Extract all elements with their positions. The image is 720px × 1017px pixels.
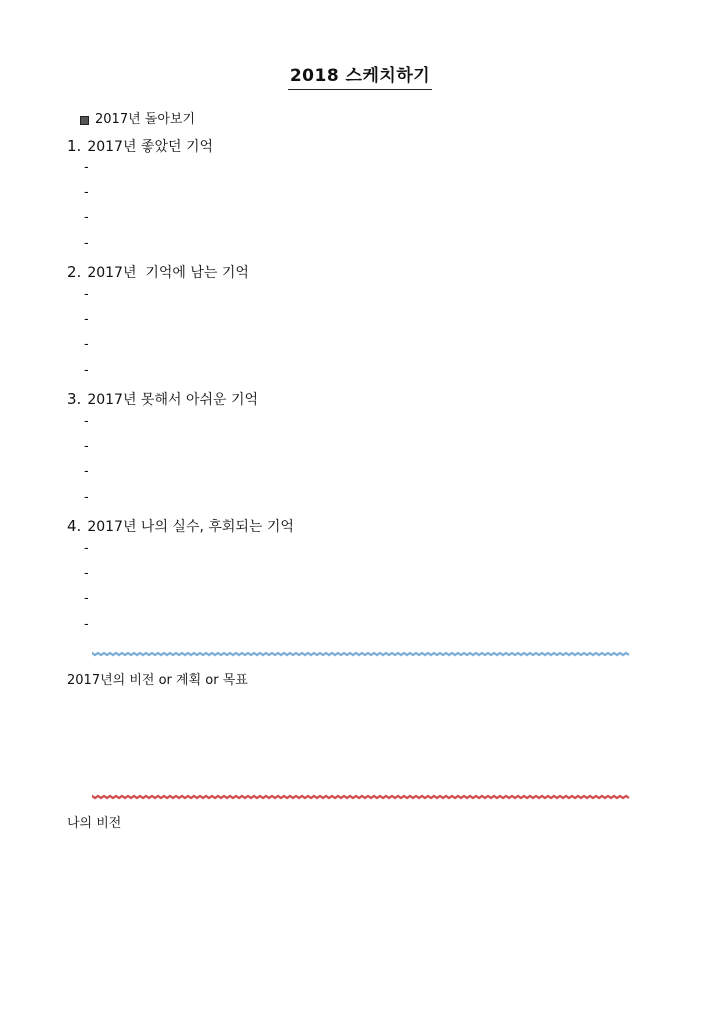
section-heading-1 xyxy=(67,136,213,157)
section-number: 2. xyxy=(67,263,82,281)
list-item-dash: - xyxy=(84,414,89,429)
list-item-dash: - xyxy=(84,363,89,378)
list-item-dash: - xyxy=(84,337,89,352)
section-label: 2017년 나의 실수, 후회되는 기억 xyxy=(87,519,294,535)
review-heading-label: 2017년 돌아보기 xyxy=(95,112,196,127)
document-title: 2018 스케치하기 xyxy=(288,64,432,90)
section-number: 1. xyxy=(67,137,82,155)
list-item-dash: - xyxy=(84,210,89,225)
list-item-dash: - xyxy=(84,617,89,632)
list-item-dash: - xyxy=(84,591,89,606)
square-bullet-icon xyxy=(80,116,89,125)
list-item-dash: - xyxy=(84,287,89,302)
section-label: 2017년 못해서 아쉬운 기억 xyxy=(87,392,259,408)
section-heading-2 xyxy=(67,262,249,283)
list-item-dash: - xyxy=(84,566,89,581)
section-label: 2017년 기억에 남는 기억 xyxy=(87,265,249,281)
section-heading-3 xyxy=(67,389,258,410)
list-item-dash: - xyxy=(84,541,89,556)
blue-wavy-divider xyxy=(92,651,630,657)
section-heading-4 xyxy=(67,516,294,537)
section-number: 4. xyxy=(67,517,82,535)
vision-plan-heading: 2017년의 비전 or 계획 or 목표 xyxy=(67,673,248,688)
my-vision-heading: 나의 비전 xyxy=(67,816,122,831)
list-item-dash: - xyxy=(84,464,89,479)
list-item-dash: - xyxy=(84,490,89,505)
review-heading xyxy=(80,111,195,129)
section-label: 2017년 좋았던 기억 xyxy=(87,139,213,155)
section-number: 3. xyxy=(67,390,82,408)
list-item-dash: - xyxy=(84,439,89,454)
list-item-dash: - xyxy=(84,236,89,251)
list-item-dash: - xyxy=(84,185,89,200)
list-item-dash: - xyxy=(84,160,89,175)
red-wavy-divider xyxy=(92,794,630,800)
list-item-dash: - xyxy=(84,312,89,327)
